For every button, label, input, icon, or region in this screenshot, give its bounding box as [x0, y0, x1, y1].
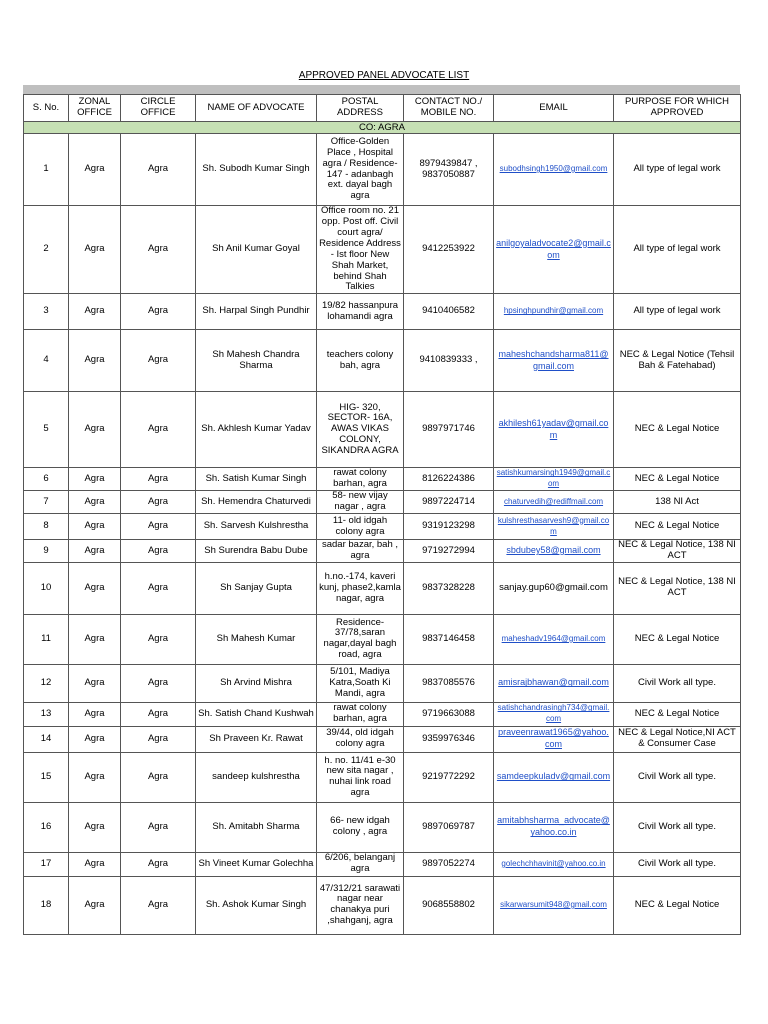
email-link[interactable]: hpsinghpundhir@gmail.com	[503, 306, 604, 316]
cell-name: Sh. Sarvesh Kulshrestha	[196, 514, 317, 540]
cell-purpose: All type of legal work	[614, 134, 741, 206]
cell-name: Sh Anil Kumar Goyal	[196, 206, 317, 294]
cell-email	[494, 294, 614, 330]
cell-purpose: NEC & Legal Notice	[614, 392, 741, 468]
cell-zonal: Agra	[69, 664, 121, 702]
cell-circle: Agra	[121, 852, 196, 876]
table-row	[24, 802, 741, 852]
header-band	[23, 85, 740, 94]
cell-zonal: Agra	[69, 468, 121, 491]
cell-address: h.no.-174, kaveri kunj, phase2,kamla nagar, agra	[317, 562, 404, 614]
table-row	[24, 514, 741, 540]
cell-email	[494, 540, 614, 563]
cell-sno: 6	[24, 468, 69, 491]
cell-email	[494, 664, 614, 702]
cell-email	[494, 392, 614, 468]
email-link[interactable]: maheshchandsharma811@gmail.com	[498, 348, 609, 371]
cell-circle: Agra	[121, 752, 196, 802]
cell-address: 66- new idgah colony , agra	[317, 802, 404, 852]
cell-name: Sh Mahesh Kumar	[196, 614, 317, 664]
cell-email	[494, 491, 614, 514]
cell-contact: 9319123298	[404, 514, 494, 540]
cell-purpose: NEC & Legal Notice, 138 NI ACT	[614, 562, 741, 614]
table-row	[24, 491, 741, 514]
col-contact: CONTACT NO./ MOBILE NO.	[404, 95, 494, 122]
cell-sno: 9	[24, 540, 69, 563]
email-link[interactable]: satishchandrasingh734@gmail.com	[497, 703, 610, 724]
col-zonal: ZONAL OFFICE	[69, 95, 121, 122]
section-row	[24, 122, 741, 134]
table-row	[24, 702, 741, 726]
email-link[interactable]: anilgoyaladvocate2@gmail.com	[496, 237, 611, 260]
cell-address: teachers colony bah, agra	[317, 330, 404, 392]
cell-zonal: Agra	[69, 702, 121, 726]
cell-contact: 9897224714	[404, 491, 494, 514]
cell-address: sadar bazar, bah , agra	[317, 540, 404, 563]
cell-name: Sh. Satish Kumar Singh	[196, 468, 317, 491]
cell-email	[494, 752, 614, 802]
cell-email	[494, 876, 614, 934]
cell-circle: Agra	[121, 702, 196, 726]
cell-email	[494, 514, 614, 540]
cell-contact: 9410406582	[404, 294, 494, 330]
cell-contact: 9897052274	[404, 852, 494, 876]
cell-purpose: All type of legal work	[614, 294, 741, 330]
cell-address: Residence-37/78,saran nagar,dayal bagh road, agra	[317, 614, 404, 664]
cell-name: Sh Arvind Mishra	[196, 664, 317, 702]
cell-address: 6/206, belanganj agra	[317, 852, 404, 876]
table-row	[24, 726, 741, 752]
cell-circle: Agra	[121, 468, 196, 491]
col-email: EMAIL	[494, 95, 614, 122]
cell-purpose: NEC & Legal Notice	[614, 468, 741, 491]
cell-email	[494, 702, 614, 726]
table-row	[24, 468, 741, 491]
cell-purpose: NEC & Legal Notice, 138 NI ACT	[614, 540, 741, 563]
cell-email	[494, 134, 614, 206]
email-link[interactable]: amisrajbhawan@gmail.com	[498, 677, 609, 688]
cell-zonal: Agra	[69, 614, 121, 664]
cell-zonal: Agra	[69, 726, 121, 752]
cell-purpose: NEC & Legal Notice	[614, 876, 741, 934]
cell-name: Sh. Subodh Kumar Singh	[196, 134, 317, 206]
cell-email	[494, 562, 614, 614]
table-row	[24, 876, 741, 934]
table-row	[24, 330, 741, 392]
cell-address: 47/312/21 sarawati nagar near chanakya puri ,shahganj, agra	[317, 876, 404, 934]
cell-purpose: Civil Work all type.	[614, 752, 741, 802]
cell-contact: 8126224386	[404, 468, 494, 491]
cell-sno: 7	[24, 491, 69, 514]
cell-contact: 9410839333 ,	[404, 330, 494, 392]
cell-name: Sh Surendra Babu Dube	[196, 540, 317, 563]
cell-address: Office-Golden Place , Hospital agra / Residence-147 - adanbagh ext. dayal bagh agra	[317, 134, 404, 206]
cell-contact: 9719272994	[404, 540, 494, 563]
table-row	[24, 540, 741, 563]
table-row	[24, 562, 741, 614]
cell-purpose: All type of legal work	[614, 206, 741, 294]
cell-sno: 16	[24, 802, 69, 852]
cell-purpose: NEC & Legal Notice	[614, 702, 741, 726]
cell-circle: Agra	[121, 330, 196, 392]
email-link[interactable]: sikarwarsumit948@gmail.com	[500, 899, 607, 909]
page-title-text: APPROVED PANEL ADVOCATE LIST	[298, 70, 470, 81]
col-sno: S. No.	[24, 95, 69, 122]
cell-zonal: Agra	[69, 562, 121, 614]
cell-sno: 15	[24, 752, 69, 802]
cell-purpose: Civil Work all type.	[614, 852, 741, 876]
email-link[interactable]: akhilesh61yadav@gmail.com	[498, 417, 609, 440]
cell-sno: 11	[24, 614, 69, 664]
cell-contact: 9219772292	[404, 752, 494, 802]
table-row	[24, 134, 741, 206]
table-row	[24, 664, 741, 702]
cell-contact: 9897971746	[404, 392, 494, 468]
email-link[interactable]: satishkumarsingh1949@gmail.com	[496, 468, 611, 489]
cell-name: Sh. Harpal Singh Pundhir	[196, 294, 317, 330]
cell-circle: Agra	[121, 802, 196, 852]
email-link: sanjay.gup60@gmail.com	[499, 581, 608, 593]
cell-zonal: Agra	[69, 330, 121, 392]
cell-name: Sh. Akhlesh Kumar Yadav	[196, 392, 317, 468]
email-link[interactable]: subodhsingh1950@gmail.com	[499, 164, 608, 174]
email-link[interactable]: kulshresthasarvesh9@gmail.com	[497, 515, 610, 536]
cell-sno: 10	[24, 562, 69, 614]
cell-name: Sh. Hemendra Chaturvedi	[196, 491, 317, 514]
cell-circle: Agra	[121, 392, 196, 468]
cell-purpose: Civil Work all type.	[614, 664, 741, 702]
cell-contact: 9359976346	[404, 726, 494, 752]
cell-address: 5/101, Madiya Katra,Soath Ki Mandi, agra	[317, 664, 404, 702]
cell-address: rawat colony barhan, agra	[317, 702, 404, 726]
cell-sno: 14	[24, 726, 69, 752]
cell-address: 11- old idgah colony agra	[317, 514, 404, 540]
cell-purpose: Civil Work all type.	[614, 802, 741, 852]
cell-zonal: Agra	[69, 491, 121, 514]
cell-sno: 17	[24, 852, 69, 876]
col-name: NAME OF ADVOCATE	[196, 95, 317, 122]
cell-circle: Agra	[121, 134, 196, 206]
cell-address: 19/82 hassanpura lohamandi agra	[317, 294, 404, 330]
cell-contact: 9719663088	[404, 702, 494, 726]
cell-address: rawat colony barhan, agra	[317, 468, 404, 491]
cell-circle: Agra	[121, 726, 196, 752]
cell-circle: Agra	[121, 540, 196, 563]
cell-email	[494, 468, 614, 491]
cell-email	[494, 206, 614, 294]
advocate-table	[23, 94, 741, 935]
email-link[interactable]: golechchhavinit@yahoo.co.in	[501, 858, 606, 868]
cell-sno: 13	[24, 702, 69, 726]
cell-address: h. no. 11/41 e-30 new sita nagar , nuhai link road agra	[317, 752, 404, 802]
email-link[interactable]: samdeepkuladv@gmail.com	[496, 771, 611, 782]
cell-address: 39/44, old idgah colony agra	[317, 726, 404, 752]
cell-name: Sh Vineet Kumar Golechha	[196, 852, 317, 876]
cell-zonal: Agra	[69, 134, 121, 206]
table-row	[24, 294, 741, 330]
cell-email	[494, 726, 614, 752]
cell-zonal: Agra	[69, 802, 121, 852]
cell-zonal: Agra	[69, 294, 121, 330]
cell-circle: Agra	[121, 514, 196, 540]
cell-contact: 9897069787	[404, 802, 494, 852]
email-link[interactable]: chaturvedih@rediffmail.com	[503, 496, 604, 506]
cell-circle: Agra	[121, 491, 196, 514]
email-link[interactable]: praveenrawat1965@yahoo.com	[498, 727, 609, 750]
cell-zonal: Agra	[69, 852, 121, 876]
cell-zonal: Agra	[69, 514, 121, 540]
col-circle: CIRCLE OFFICE	[121, 95, 196, 122]
cell-email	[494, 330, 614, 392]
cell-circle: Agra	[121, 206, 196, 294]
cell-circle: Agra	[121, 664, 196, 702]
table-row	[24, 206, 741, 294]
cell-purpose: NEC & Legal Notice	[614, 514, 741, 540]
cell-contact: 9412253922	[404, 206, 494, 294]
cell-sno: 2	[24, 206, 69, 294]
cell-circle: Agra	[121, 562, 196, 614]
cell-address: Office room no. 21 opp. Post off. Civil court agra/ Residence Address - Ist floor New Shah Market, behind Shah Talkies	[317, 206, 404, 294]
cell-zonal: Agra	[69, 392, 121, 468]
cell-name: Sh. Amitabh Sharma	[196, 802, 317, 852]
cell-sno: 18	[24, 876, 69, 934]
cell-zonal: Agra	[69, 540, 121, 563]
cell-contact: 8979439847 , 9837050887	[404, 134, 494, 206]
cell-name: Sh. Satish Chand Kushwah	[196, 702, 317, 726]
col-purpose: PURPOSE FOR WHICH APPROVED	[614, 95, 741, 122]
cell-sno: 12	[24, 664, 69, 702]
cell-contact: 9837146458	[404, 614, 494, 664]
cell-sno: 3	[24, 294, 69, 330]
cell-purpose: NEC & Legal Notice	[614, 614, 741, 664]
section-label: CO: AGRA	[24, 122, 741, 134]
table-row	[24, 614, 741, 664]
cell-zonal: Agra	[69, 752, 121, 802]
cell-sno: 4	[24, 330, 69, 392]
cell-email	[494, 802, 614, 852]
table-row	[24, 852, 741, 876]
cell-circle: Agra	[121, 294, 196, 330]
cell-contact: 9068558802	[404, 876, 494, 934]
table-row	[24, 752, 741, 802]
cell-zonal: Agra	[69, 876, 121, 934]
cell-circle: Agra	[121, 876, 196, 934]
cell-address: HIG- 320, SECTOR- 16A, AWAS VIKAS COLONY, SIKANDRA AGRA	[317, 392, 404, 468]
cell-name: Sh. Ashok Kumar Singh	[196, 876, 317, 934]
cell-email	[494, 614, 614, 664]
cell-address: 58- new vijay nagar , agra	[317, 491, 404, 514]
cell-circle: Agra	[121, 614, 196, 664]
cell-email	[494, 852, 614, 876]
cell-contact: 9837328228	[404, 562, 494, 614]
email-link[interactable]: amitabhsharma_advocate@yahoo.co.in	[497, 815, 610, 838]
cell-name: sandeep kulshrestha	[196, 752, 317, 802]
table-row	[24, 392, 741, 468]
cell-name: Sh Praveen Kr. Rawat	[196, 726, 317, 752]
cell-name: Sh Mahesh Chandra Sharma	[196, 330, 317, 392]
cell-zonal: Agra	[69, 206, 121, 294]
table-header-row	[24, 95, 741, 122]
cell-contact: 9837085576	[404, 664, 494, 702]
cell-sno: 8	[24, 514, 69, 540]
cell-purpose: NEC & Legal Notice,NI ACT & Consumer Case	[614, 726, 741, 752]
email-link[interactable]: maheshadv1964@gmail.com	[501, 633, 606, 643]
cell-sno: 5	[24, 392, 69, 468]
cell-purpose: NEC & Legal Notice (Tehsil Bah & Fatehabad)	[614, 330, 741, 392]
email-link[interactable]: sbdubey58@gmail.com	[506, 545, 601, 556]
cell-purpose: 138 NI Act	[614, 491, 741, 514]
page-title	[0, 70, 768, 81]
cell-name: Sh Sanjay Gupta	[196, 562, 317, 614]
cell-sno: 1	[24, 134, 69, 206]
col-address: POSTAL ADDRESS	[317, 95, 404, 122]
